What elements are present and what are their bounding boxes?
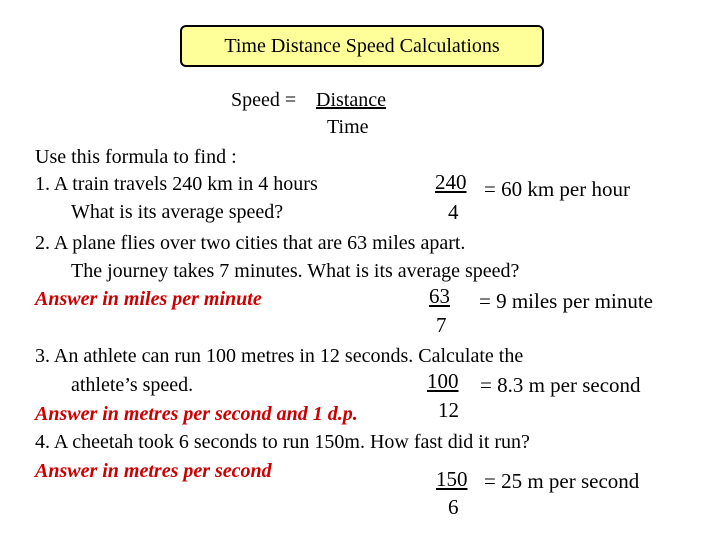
q2-result: = 9 miles per minute xyxy=(479,289,653,313)
q1-line1: 1. A train travels 240 km in 4 hours xyxy=(35,173,318,195)
q3-denominator: 12 xyxy=(438,398,459,422)
q3-line1: 3. An athlete can run 100 metres in 12 seconds. Calculate the xyxy=(35,345,524,367)
q4-answer-note: Answer in metres per second xyxy=(35,460,272,482)
q1-line2: What is its average speed? xyxy=(71,201,284,223)
q2-denominator: 7 xyxy=(436,313,447,337)
q2-line2: The journey takes 7 minutes. What is its average speed? xyxy=(71,260,520,282)
q4-line1: 4. A cheetah took 6 seconds to run 150m. How fast did it run? xyxy=(35,431,530,453)
q2-answer-note: Answer in miles per minute xyxy=(35,288,262,310)
formula-denominator: Time xyxy=(327,116,369,138)
q3-result: = 8.3 m per second xyxy=(480,373,641,397)
q1-result: = 60 km per hour xyxy=(484,177,630,201)
formula-numerator-prefix: Speed = xyxy=(231,89,297,111)
intro-text: Use this formula to find : xyxy=(35,146,237,168)
q4-denominator: 6 xyxy=(448,495,459,519)
q4-numerator: 150 xyxy=(436,467,468,491)
q3-line2: athlete’s speed. xyxy=(71,374,194,396)
page-title: Time Distance Speed Calculations xyxy=(180,25,544,67)
q3-answer-note: Answer in metres per second and 1 d.p. xyxy=(35,403,358,425)
q3-numerator: 100 xyxy=(427,369,459,393)
q2-numerator: 63 xyxy=(429,284,450,308)
q1-denominator: 4 xyxy=(448,200,459,224)
formula-numerator: Distance xyxy=(316,89,386,111)
q1-numerator: 240 xyxy=(435,170,467,194)
q2-line1: 2. A plane flies over two cities that are 63 miles apart. xyxy=(35,232,466,254)
q4-result: = 25 m per second xyxy=(484,469,640,493)
